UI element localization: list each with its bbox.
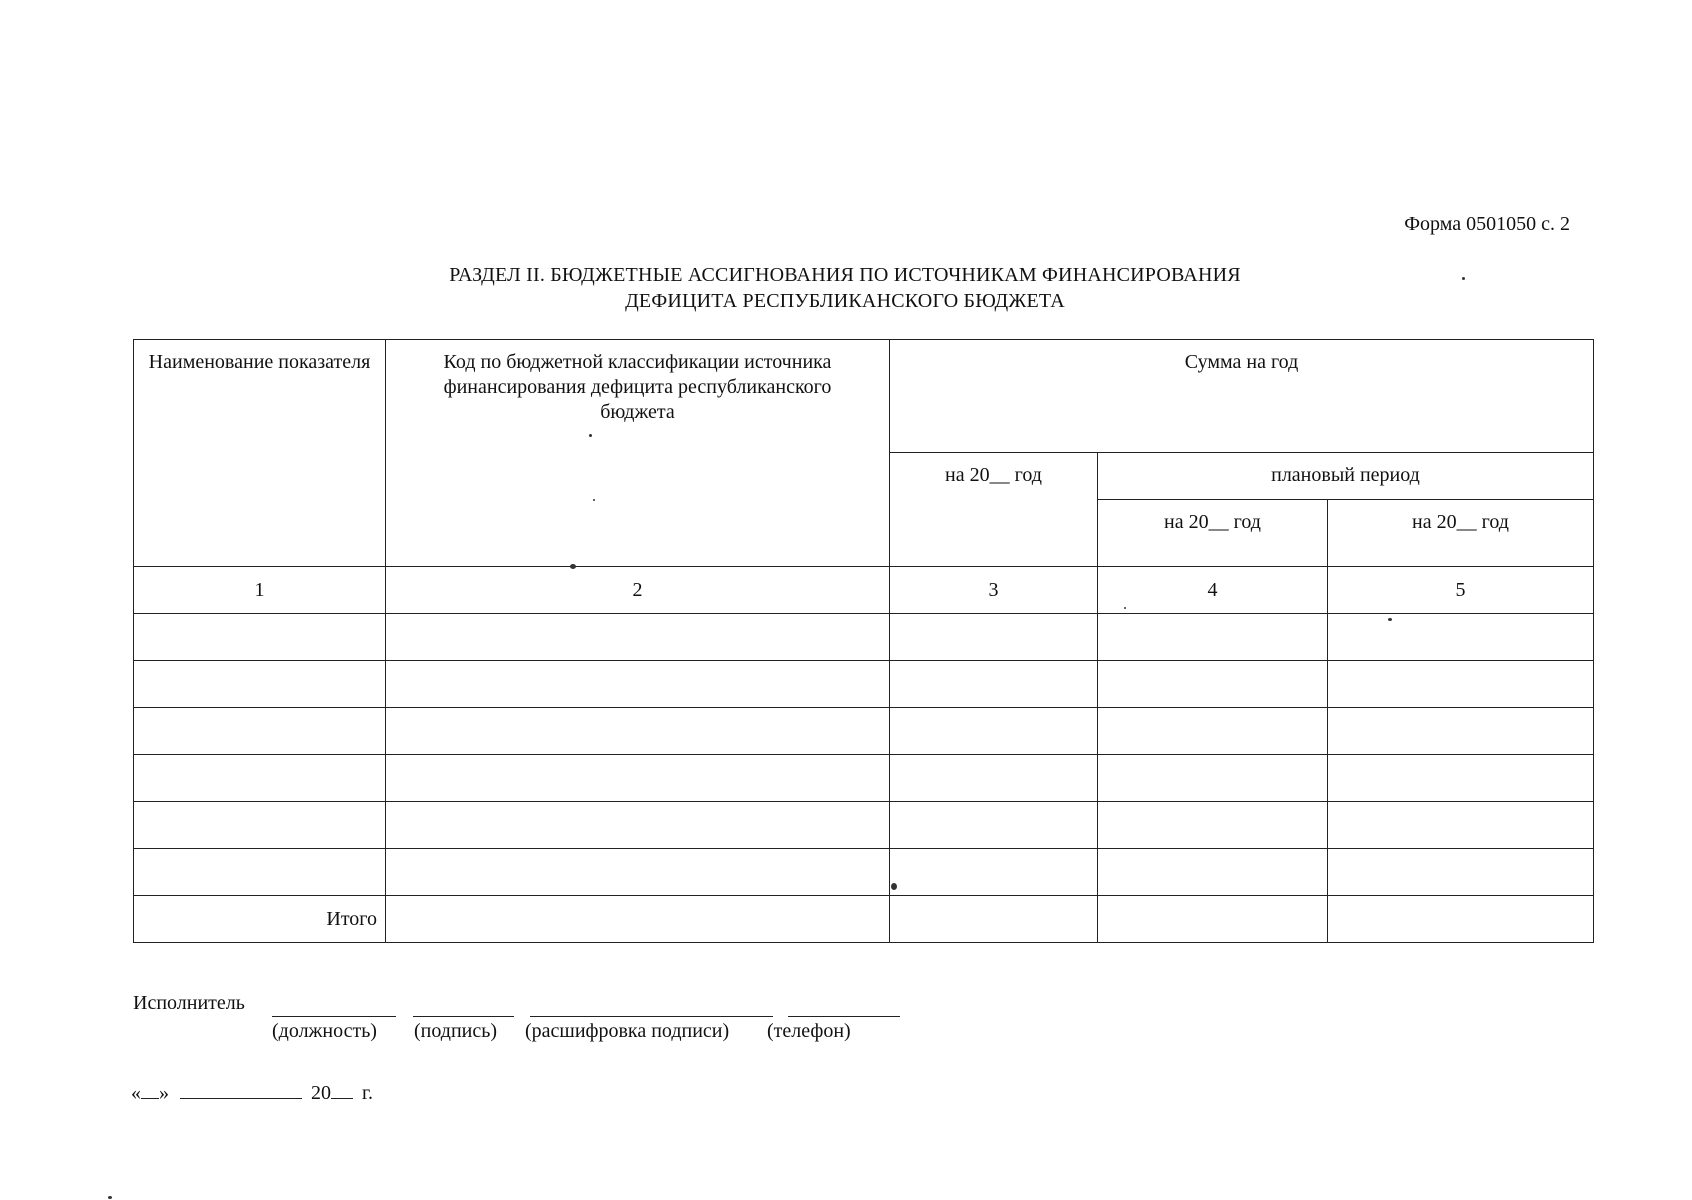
position-line[interactable] (272, 1016, 396, 1017)
header-code-label: Код по бюджетной классификации источника финансирования дефицита республиканского бюджета (443, 351, 832, 423)
budget-table (133, 339, 1594, 943)
table-cell[interactable] (1328, 708, 1594, 755)
table-cell[interactable] (386, 661, 890, 708)
scan-speck (589, 434, 592, 437)
total-row (134, 896, 1594, 943)
total-cell[interactable] (386, 896, 890, 943)
table-cell[interactable] (1328, 849, 1594, 896)
table-cell[interactable] (134, 661, 386, 708)
table-cell[interactable] (1098, 614, 1328, 661)
table-cell[interactable] (890, 802, 1098, 849)
scan-speck (891, 883, 897, 890)
header-sum-label: Сумма на год (1184, 351, 1299, 373)
table-row (134, 802, 1594, 849)
table-cell[interactable] (386, 614, 890, 661)
table-cell[interactable] (890, 614, 1098, 661)
signature-line[interactable] (413, 1016, 514, 1017)
column-number-row (134, 567, 1594, 614)
section-title-line-1: РАЗДЕЛ II. БЮДЖЕТНЫЕ АССИГНОВАНИЯ ПО ИСТОЧНИКАМ ФИНАНСИРОВАНИЯ (449, 264, 1241, 286)
date-line (131, 1082, 373, 1105)
table-cell[interactable] (1098, 755, 1328, 802)
header-cell-code (386, 340, 890, 567)
table-cell[interactable] (386, 708, 890, 755)
signature-caption: (подпись) (414, 1020, 498, 1042)
table-cell[interactable] (1328, 755, 1594, 802)
table-cell[interactable] (890, 708, 1098, 755)
total-cell[interactable] (1328, 896, 1594, 943)
table-cell[interactable] (1098, 849, 1328, 896)
header-year-current-label: на 20__ год (945, 464, 1042, 486)
header-cell-planning-period (1098, 453, 1594, 500)
signature-decoding-caption: (расшифровка подписи) (525, 1020, 730, 1042)
table-row (134, 849, 1594, 896)
header-cell-year-plan1 (1098, 500, 1328, 567)
column-number: 1 (134, 567, 386, 614)
table-row (134, 614, 1594, 661)
table-cell[interactable] (1328, 802, 1594, 849)
table-cell[interactable] (386, 755, 890, 802)
column-number: 3 (890, 567, 1098, 614)
table-cell[interactable] (1328, 614, 1594, 661)
table-cell[interactable] (386, 849, 890, 896)
total-label: Итого (134, 896, 386, 943)
header-year-plan1-label: на 20__ год (1164, 511, 1261, 533)
total-cell[interactable] (1098, 896, 1328, 943)
table-cell[interactable] (134, 755, 386, 802)
header-planning-period-label: плановый период (1271, 464, 1420, 486)
table-cell[interactable] (1098, 661, 1328, 708)
date-close-quote: » (159, 1082, 169, 1104)
column-number: 2 (386, 567, 890, 614)
table-cell[interactable] (134, 849, 386, 896)
phone-line[interactable] (788, 1016, 900, 1017)
day-blank[interactable] (141, 1082, 159, 1099)
phone-caption: (телефон) (767, 1020, 851, 1042)
table-cell[interactable] (1328, 661, 1594, 708)
year-suffix: г. (362, 1082, 373, 1104)
position-caption: (должность) (272, 1020, 377, 1042)
table-row (134, 661, 1594, 708)
table-cell[interactable] (134, 614, 386, 661)
section-title (150, 262, 1540, 314)
header-cell-name (134, 340, 386, 567)
total-cell[interactable] (890, 896, 1098, 943)
table-row (134, 708, 1594, 755)
scan-speck (1124, 607, 1126, 609)
scan-speck (593, 499, 595, 501)
year-prefix: 20 (311, 1082, 331, 1104)
column-number: 4 (1098, 567, 1328, 614)
table-cell[interactable] (890, 849, 1098, 896)
table-cell[interactable] (890, 755, 1098, 802)
table-cell[interactable] (134, 708, 386, 755)
section-title-line-2: ДЕФИЦИТА РЕСПУБЛИКАНСКОГО БЮДЖЕТА (625, 290, 1065, 312)
scan-speck (570, 564, 576, 569)
header-cell-year-current (890, 453, 1098, 567)
header-year-plan2-label: на 20__ год (1412, 511, 1509, 533)
table-cell[interactable] (1098, 708, 1328, 755)
header-cell-year-plan2 (1328, 500, 1594, 567)
table-cell[interactable] (386, 802, 890, 849)
header-cell-sum (890, 340, 1594, 453)
form-reference: Форма 0501050 с. 2 (1404, 213, 1570, 235)
executor-label: Исполнитель (133, 992, 245, 1014)
month-blank[interactable] (180, 1082, 302, 1099)
table-cell[interactable] (890, 661, 1098, 708)
column-number: 5 (1328, 567, 1594, 614)
scan-speck (1388, 618, 1392, 621)
header-name-label: Наименование показателя (148, 351, 371, 373)
year-blank[interactable] (331, 1082, 353, 1099)
scan-speck (108, 1196, 112, 1199)
date-open-quote: « (131, 1082, 141, 1104)
table-cell[interactable] (134, 802, 386, 849)
signature-decoding-line[interactable] (530, 1016, 773, 1017)
table-row (134, 755, 1594, 802)
table-cell[interactable] (1098, 802, 1328, 849)
scan-speck (1462, 277, 1465, 280)
header-row-top (134, 340, 1594, 453)
